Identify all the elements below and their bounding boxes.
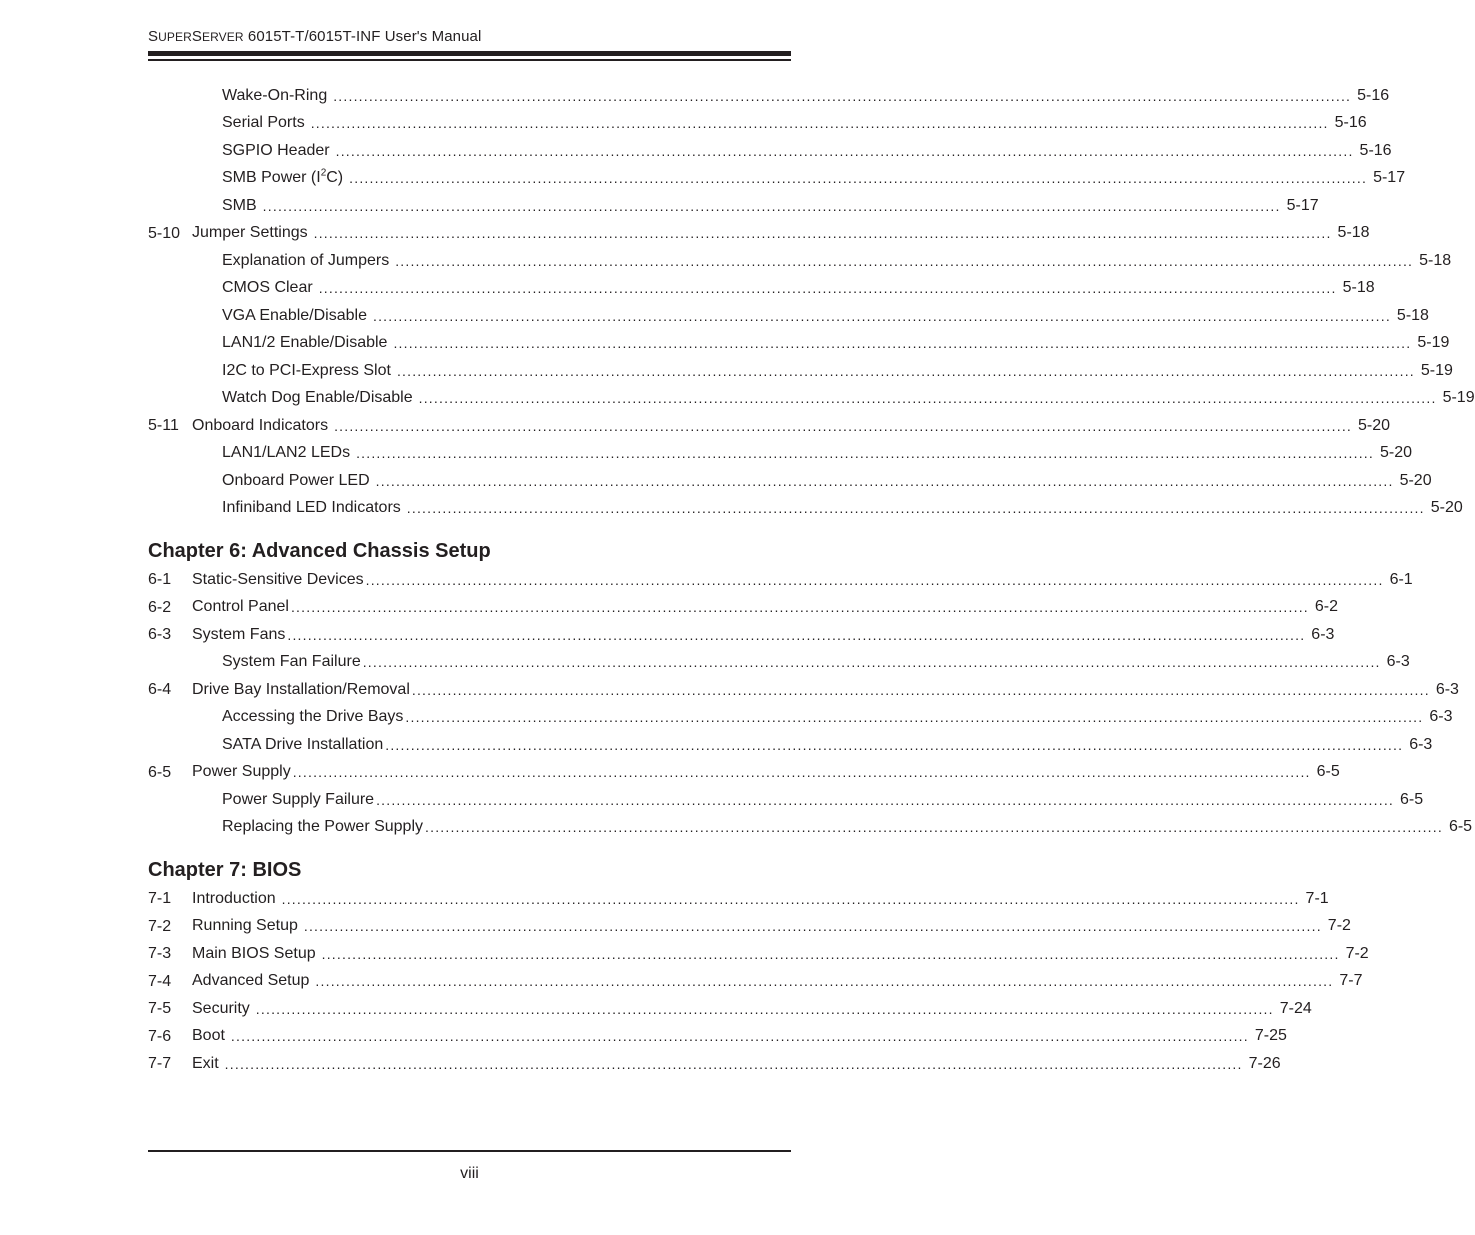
table-of-contents <box>148 82 1475 1078</box>
toc-entry-title: Exit <box>192 1054 219 1072</box>
toc-dot-leader: ........................................................................................................................................................................................................ <box>425 819 1443 836</box>
toc-entry-title: LAN1/LAN2 LEDs <box>222 444 351 462</box>
toc-dot-leader: ........................................................................................................................................................................................................ <box>335 142 1354 159</box>
toc-dot-leader: ........................................................................................................................................................................................................ <box>411 681 1430 698</box>
toc-dot-leader: ........................................................................................................................................................................................................ <box>290 599 1309 616</box>
toc-entry-title: Infiniband LED Indicators <box>222 499 401 517</box>
toc-entry-number: 7-6 <box>148 1027 172 1045</box>
toc-entry <box>148 165 1406 193</box>
chapter-6-heading: Chapter 6: Advanced Chassis Setup <box>148 540 491 562</box>
toc-entry-page: 6-5 <box>1400 790 1424 808</box>
toc-entry <box>148 676 1459 704</box>
toc-entry-title: SMB Power $(I^2C)$ <box>222 167 344 187</box>
toc-entry-number: 6-4 <box>148 681 172 698</box>
toc-entry-page: 6-3 <box>1435 680 1459 698</box>
toc-entry-title: Explanation of Jumpers <box>222 251 390 269</box>
toc-entry <box>148 968 1363 996</box>
toc-entry <box>148 302 1429 330</box>
toc-dot-leader: ........................................................................................................................................................................................................ <box>418 390 1437 407</box>
toc-entry <box>148 885 1329 913</box>
toc-entry-page: 5-16 <box>1357 86 1390 104</box>
toc-entry-title: SGPIO Header <box>222 141 330 159</box>
toc-entry-page: 7-2 <box>1327 917 1351 935</box>
toc-entry-page: 7-1 <box>1305 889 1329 907</box>
toc-entry <box>148 385 1475 413</box>
toc-entry <box>148 220 1370 248</box>
header-rest: 6015T-T/6015T-INF User's Manual <box>243 28 482 45</box>
toc-entry-title: System Fan Failure <box>222 653 361 671</box>
toc-entry-title: Accessing the Drive Bays <box>222 708 404 726</box>
toc-dot-leader: ........................................................................................................................................................................................................ <box>303 918 1322 935</box>
toc-section-chapter-6 <box>148 566 1473 841</box>
toc-entry <box>148 330 1450 358</box>
toc-entry <box>148 566 1413 594</box>
toc-entry-title: LAN1/2 Enable/Disable <box>222 334 388 352</box>
toc-entry-page: 5-16 <box>1334 114 1367 132</box>
toc-dot-leader: ........................................................................................................................................................................................................ <box>372 307 1391 324</box>
header-sc1: UPER <box>158 30 192 44</box>
toc-dot-leader: ........................................................................................................................................................................................................ <box>365 571 1384 588</box>
toc-entry <box>148 495 1463 523</box>
toc-entry-number: 7-5 <box>148 1000 172 1017</box>
toc-entry-page: 7-25 <box>1254 1027 1287 1045</box>
toc-dot-leader: ........................................................................................................................................................................................................ <box>356 445 1374 462</box>
toc-section-chapter-7 <box>148 885 1369 1078</box>
toc-entry-title: Running Setup <box>192 917 298 935</box>
toc-entry-number: 7-1 <box>148 890 172 907</box>
toc-entry <box>148 704 1453 732</box>
toc-entry-page: 5-17 <box>1286 196 1319 214</box>
toc-entry <box>148 110 1367 138</box>
toc-entry <box>148 913 1351 941</box>
header-s1: S <box>148 28 159 45</box>
toc-entry-title: SATA Drive Installation <box>222 735 384 753</box>
toc-entry-page: 7-2 <box>1345 944 1369 962</box>
toc-section-continued <box>148 82 1475 522</box>
toc-entry-page: 5-20 <box>1380 444 1413 462</box>
toc-entry <box>148 995 1312 1023</box>
toc-entry <box>148 357 1453 385</box>
toc-entry-number: 6-3 <box>148 626 172 643</box>
toc-entry <box>148 1050 1281 1078</box>
toc-entry-number: 5-10 <box>148 224 181 242</box>
toc-entry-page: 7-24 <box>1279 999 1312 1017</box>
toc-entry-page: 6-1 <box>1389 570 1413 588</box>
toc-entry-title: Power Supply Failure <box>222 790 375 808</box>
toc-dot-leader: ........................................................................................................................................................................................................ <box>362 654 1381 671</box>
toc-entry-page: 5-16 <box>1359 141 1392 159</box>
toc-entry-title: Introduction <box>192 889 276 907</box>
toc-entry-number: 6-5 <box>148 763 172 781</box>
header-s2: S <box>191 28 202 45</box>
toc-entry-page: 5-19 <box>1417 334 1450 352</box>
toc-entry <box>148 594 1339 622</box>
toc-entry-title: CMOS Clear <box>222 279 313 297</box>
toc-dot-leader: ........................................................................................................................................................................................................ <box>385 736 1404 753</box>
toc-dot-leader: ........................................................................................................................................................................................................ <box>406 500 1425 517</box>
toc-entry <box>148 247 1452 275</box>
toc-entry-title: Static-Sensitive Devices <box>192 570 364 588</box>
toc-entry-page: 5-20 <box>1399 471 1432 489</box>
toc-entry <box>148 467 1432 495</box>
toc-entry-title: Wake-On-Ring <box>222 86 328 104</box>
toc-entry-title: System Fans <box>192 625 286 643</box>
toc-entry-title: Power Supply <box>192 763 291 781</box>
toc-entry-title: Onboard Indicators <box>192 416 329 434</box>
toc-dot-leader: ........................................................................................................................................................................................................ <box>393 335 1412 352</box>
running-header <box>148 27 791 47</box>
toc-entry-page: 7-7 <box>1339 972 1363 990</box>
toc-entry-title: SMB <box>222 196 257 214</box>
toc-entry-page: 5-17 <box>1373 169 1406 187</box>
toc-entry-title: Boot <box>192 1027 225 1045</box>
toc-entry-title: Control Panel <box>192 598 289 616</box>
toc-entry-page: 6-3 <box>1429 708 1453 726</box>
toc-entry-number: 7-7 <box>148 1055 172 1072</box>
toc-entry-title: Replacing the Power Supply <box>222 818 424 836</box>
toc-dot-leader: ........................................................................................................................................................................................................ <box>334 417 1353 434</box>
toc-entry-page: 7-26 <box>1248 1054 1281 1072</box>
toc-entry <box>148 440 1413 468</box>
toc-entry-title: Serial Ports <box>222 114 305 132</box>
toc-entry-page: 5-19 <box>1420 361 1453 379</box>
toc-dot-leader: ........................................................................................................................................................................................................ <box>318 280 1337 297</box>
toc-dot-leader: ........................................................................................................................................................................................................ <box>281 890 1300 907</box>
toc-entry <box>148 731 1433 759</box>
toc-entry-title: Security <box>192 999 250 1017</box>
toc-entry <box>148 412 1391 440</box>
page-number: viii <box>460 1165 479 1182</box>
toc-entry-title: Advanced Setup <box>192 972 310 990</box>
toc-entry-number: 7-4 <box>148 972 172 990</box>
toc-entry-page: 6-3 <box>1409 735 1433 753</box>
toc-dot-leader: ........................................................................................................................................................................................................ <box>395 252 1414 269</box>
toc-entry <box>148 786 1424 814</box>
toc-entry-number: 6-1 <box>148 571 172 588</box>
toc-entry-title: Jumper Settings <box>192 224 308 242</box>
toc-dot-leader: ........................................................................................................................................................................................................ <box>321 945 1340 962</box>
footer-rule <box>148 1150 791 1152</box>
toc-dot-leader: ........................................................................................................................................................................................................ <box>375 472 1394 489</box>
toc-entry-number: 6-2 <box>148 598 172 616</box>
header-rule-thick <box>148 51 791 56</box>
toc-entry-page: 6-5 <box>1448 818 1473 836</box>
toc-entry-page: 5-18 <box>1337 224 1370 242</box>
toc-entry-page: 5-18 <box>1396 306 1429 324</box>
toc-dot-leader: ........................................................................................................................................................................................................ <box>313 225 1332 242</box>
toc-entry-page: 5-18 <box>1419 251 1452 269</box>
toc-dot-leader: ........................................................................................................................................................................................................ <box>349 170 1368 187</box>
toc-entry <box>148 814 1473 842</box>
toc-entry <box>148 137 1392 165</box>
toc-entry <box>148 192 1319 220</box>
toc-entry-title: Drive Bay Installation/Removal <box>192 680 410 698</box>
toc-dot-leader: ........................................................................................................................................................................................................ <box>376 791 1395 808</box>
toc-dot-leader: ........................................................................................................................................................................................................ <box>287 626 1306 643</box>
toc-entry-page: 5-18 <box>1342 279 1375 297</box>
toc-entry-page: 6-3 <box>1311 625 1335 643</box>
header-sc2: ERVER <box>201 30 244 44</box>
toc-entry <box>148 759 1340 787</box>
toc-entry-title: Watch Dog Enable/Disable <box>222 389 413 407</box>
toc-dot-leader: ........................................................................................................................................................................................................ <box>405 709 1424 726</box>
toc-entry-page: 5-20 <box>1358 416 1391 434</box>
toc-dot-leader: ........................................................................................................................................................................................................ <box>262 197 1281 214</box>
toc-entry <box>148 82 1390 110</box>
toc-entry <box>148 1023 1287 1051</box>
toc-entry-page: 6-2 <box>1314 598 1339 616</box>
toc-dot-leader: ........................................................................................................................................................................................................ <box>310 115 1329 132</box>
toc-dot-leader: ........................................................................................................................................................................................................ <box>255 1000 1274 1017</box>
toc-entry-page: 6-3 <box>1386 653 1410 671</box>
toc-entry <box>148 940 1369 968</box>
toc-entry-title: VGA Enable/Disable <box>222 306 367 324</box>
toc-dot-leader: ........................................................................................................................................................................................................ <box>224 1055 1243 1072</box>
toc-entry-number: 7-3 <box>148 945 172 962</box>
header-rule-thin <box>148 59 791 61</box>
toc-entry-title: Onboard Power LED <box>222 471 370 489</box>
toc-entry <box>148 649 1410 677</box>
toc-entry-page: 6-5 <box>1316 763 1340 781</box>
toc-entry-title: Main BIOS Setup <box>192 944 316 962</box>
toc-entry <box>148 621 1335 649</box>
toc-dot-leader: ........................................................................................................................................................................................................ <box>315 973 1334 990</box>
toc-dot-leader: ........................................................................................................................................................................................................ <box>396 362 1415 379</box>
chapter-7-heading: Chapter 7: BIOS <box>148 859 302 881</box>
toc-dot-leader: ........................................................................................................................................................................................................ <box>333 87 1352 104</box>
toc-entry <box>148 275 1375 303</box>
toc-dot-leader: ........................................................................................................................................................................................................ <box>292 764 1311 781</box>
toc-entry-title: I2C to PCI-Express Slot <box>222 361 391 379</box>
toc-entry-number: 7-2 <box>148 917 172 935</box>
toc-entry-page: 5-19 <box>1442 389 1475 407</box>
toc-entry-page: 5-20 <box>1430 499 1463 517</box>
toc-dot-leader: ........................................................................................................................................................................................................ <box>230 1028 1249 1045</box>
toc-entry-number: 5-11 <box>148 417 179 434</box>
